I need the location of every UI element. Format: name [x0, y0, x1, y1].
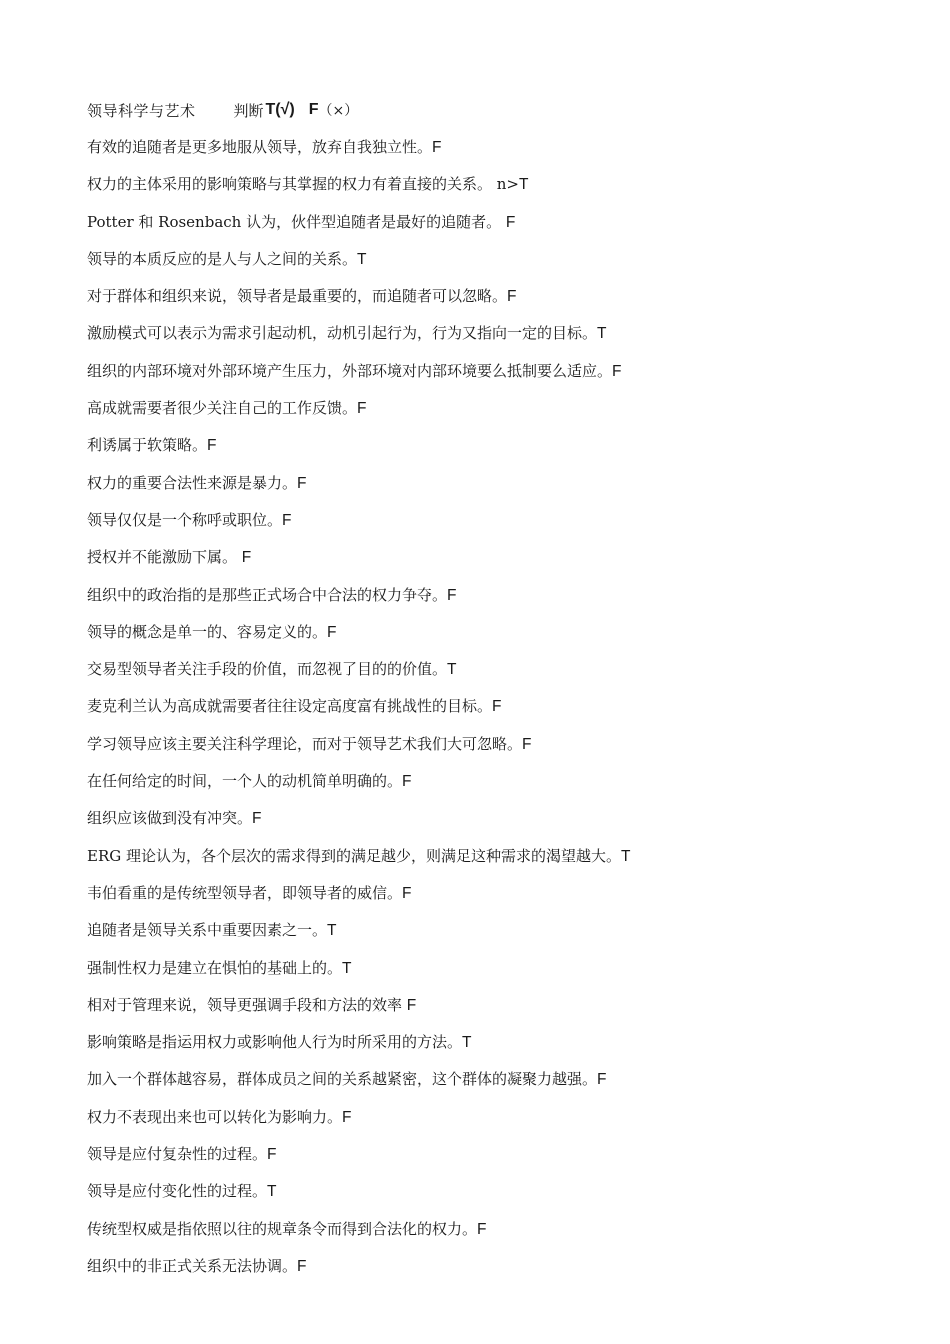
- statement-text: ERG 理论认为，各个层次的需求得到的满足越少，则满足这种需求的渴望越大。: [87, 846, 621, 865]
- statement-answer: F: [477, 1220, 487, 1238]
- statement-answer: F: [402, 773, 412, 791]
- statement-item: [87, 1217, 907, 1254]
- statement-text: 传统型权威是指依照以往的规章条令而得到合法化的权力。: [87, 1219, 478, 1238]
- statement-text: 对于群体和组织来说，领导者是最重要的，而追随者可以忽略。: [87, 287, 508, 306]
- statement-item: [87, 172, 907, 209]
- true-mark: T(√): [265, 101, 295, 118]
- statement-item: [87, 806, 907, 843]
- statement-answer: F: [447, 586, 457, 604]
- statement-text: 追随者是领导关系中重要因素之一。: [87, 921, 328, 940]
- statement-text: 影响策略是指运用权力或影响他人行为时所采用的方法。: [87, 1033, 463, 1052]
- statement-answer: F: [327, 623, 337, 641]
- statement-answer: F: [252, 810, 262, 828]
- statement-text: 领导仅仅是一个称呼或职位。: [87, 510, 283, 529]
- statement-text: 授权并不能激励下属。: [87, 548, 242, 567]
- statement-answer: T: [357, 250, 367, 268]
- statement-answer: T: [267, 1183, 277, 1201]
- statement-item: [87, 620, 907, 657]
- document-title: 领导科学与艺术: [87, 101, 196, 120]
- statement-item: [87, 508, 907, 545]
- statement-item: [87, 247, 907, 284]
- statement-text: 学习领导应该主要关注科学理论，而对于领导艺术我们大可忽略。: [87, 734, 523, 753]
- statement-item: [87, 1254, 907, 1291]
- statement-item: [87, 583, 907, 620]
- statement-answer: F: [597, 1071, 607, 1089]
- statement-answer: T: [519, 176, 529, 194]
- statement-item: [87, 732, 907, 769]
- statement-item: [87, 694, 907, 731]
- statement-answer: F: [282, 511, 292, 529]
- statement-text: 加入一个群体越容易，群体成员之间的关系越紧密，这个群体的凝聚力越强。: [87, 1070, 598, 1089]
- statement-text: 相对于管理来说，领导更强调手段和方法的效率: [87, 995, 407, 1014]
- statement-answer: T: [621, 847, 631, 865]
- statement-item: [87, 359, 907, 396]
- statement-answer: F: [357, 400, 367, 418]
- statement-item: [87, 1179, 907, 1216]
- statement-answer: T: [327, 922, 337, 940]
- statement-item: [87, 471, 907, 508]
- false-symbol: （×）: [318, 103, 359, 119]
- statement-item: [87, 1105, 907, 1142]
- statement-item: [87, 396, 907, 433]
- statement-text: 组织中的非正式关系无法协调。: [87, 1256, 298, 1275]
- statement-answer: T: [342, 959, 352, 977]
- statement-text: 领导的本质反应的是人与人之间的关系。: [87, 249, 358, 268]
- statement-item: [87, 545, 907, 582]
- statement-list: [87, 135, 907, 1291]
- statement-item: [87, 321, 907, 358]
- statement-answer: F: [505, 213, 516, 231]
- statement-answer: F: [342, 1108, 352, 1126]
- statement-text: 权力的重要合法性来源是暴力。: [87, 473, 298, 492]
- statement-text: Potter 和 Rosenbach 认为，伙伴型追随者是最好的追随者。: [87, 212, 506, 231]
- statement-item: [87, 844, 907, 881]
- statement-text: 组织应该做到没有冲突。: [87, 809, 253, 828]
- statement-answer: T: [597, 325, 607, 343]
- statement-text: 韦伯看重的是传统型领导者，即领导者的威信。: [87, 883, 403, 902]
- statement-item: [87, 135, 907, 172]
- statement-answer: F: [297, 474, 307, 492]
- statement-text: 权力不表现出来也可以转化为影响力。: [87, 1107, 343, 1126]
- statement-item: [87, 1030, 907, 1067]
- statement-item: [87, 956, 907, 993]
- statement-answer: F: [241, 549, 252, 567]
- statement-answer: T: [447, 661, 457, 679]
- statement-item: [87, 881, 907, 918]
- statement-text: 高成就需要者很少关注自己的工作反馈。: [87, 399, 358, 418]
- statement-item: [87, 1142, 907, 1179]
- false-letter: F: [308, 101, 319, 118]
- statement-answer: F: [297, 1257, 307, 1275]
- statement-text: 交易型领导者关注手段的价值，而忽视了目的的价值。: [87, 660, 448, 679]
- statement-answer: F: [267, 1146, 277, 1164]
- statement-text: 激励模式可以表示为需求引起动机，动机引起行为，行为又指向一定的目标。: [87, 324, 598, 343]
- statement-text: 麦克利兰认为高成就需要者往往设定高度富有挑战性的目标。: [87, 697, 493, 716]
- statement-text: 权力的主体采用的影响策略与其掌握的权力有着直接的关系。 n>: [87, 175, 519, 194]
- statement-text: 组织的内部环境对外部环境产生压力，外部环境对内部环境要么抵制要么适应。: [87, 361, 613, 380]
- statement-text: 有效的追随者是更多地服从领导，放弃自我独立性。: [87, 138, 433, 156]
- statement-answer: F: [207, 437, 217, 455]
- statement-answer: F: [402, 884, 412, 902]
- statement-answer: F: [507, 288, 517, 306]
- document-header: [87, 98, 358, 122]
- statement-answer: F: [492, 698, 502, 716]
- statement-item: [87, 1067, 907, 1104]
- statement-item: [87, 284, 907, 321]
- statement-item: [87, 769, 907, 806]
- statement-item: [87, 433, 907, 470]
- statement-answer: F: [612, 362, 622, 380]
- statement-text: 强制性权力是建立在惧怕的基础上的。: [87, 958, 343, 977]
- statement-answer: F: [406, 996, 417, 1014]
- judge-label: 判断: [233, 101, 264, 120]
- statement-answer: T: [462, 1034, 472, 1052]
- statement-text: 领导是应付变化性的过程。: [87, 1182, 268, 1201]
- statement-answer: F: [432, 139, 442, 156]
- statement-text: 领导的概念是单一的、容易定义的。: [87, 622, 328, 641]
- statement-item: [87, 657, 907, 694]
- statement-text: 利诱属于软策略。: [87, 436, 208, 455]
- statement-item: [87, 918, 907, 955]
- statement-text: 组织中的政治指的是那些正式场合中合法的权力争夺。: [87, 585, 448, 604]
- statement-item: [87, 993, 907, 1030]
- statement-text: 领导是应付复杂性的过程。: [87, 1145, 268, 1164]
- statement-answer: F: [522, 735, 532, 753]
- statement-item: [87, 210, 907, 247]
- statement-text: 在任何给定的时间，一个人的动机简单明确的。: [87, 772, 403, 791]
